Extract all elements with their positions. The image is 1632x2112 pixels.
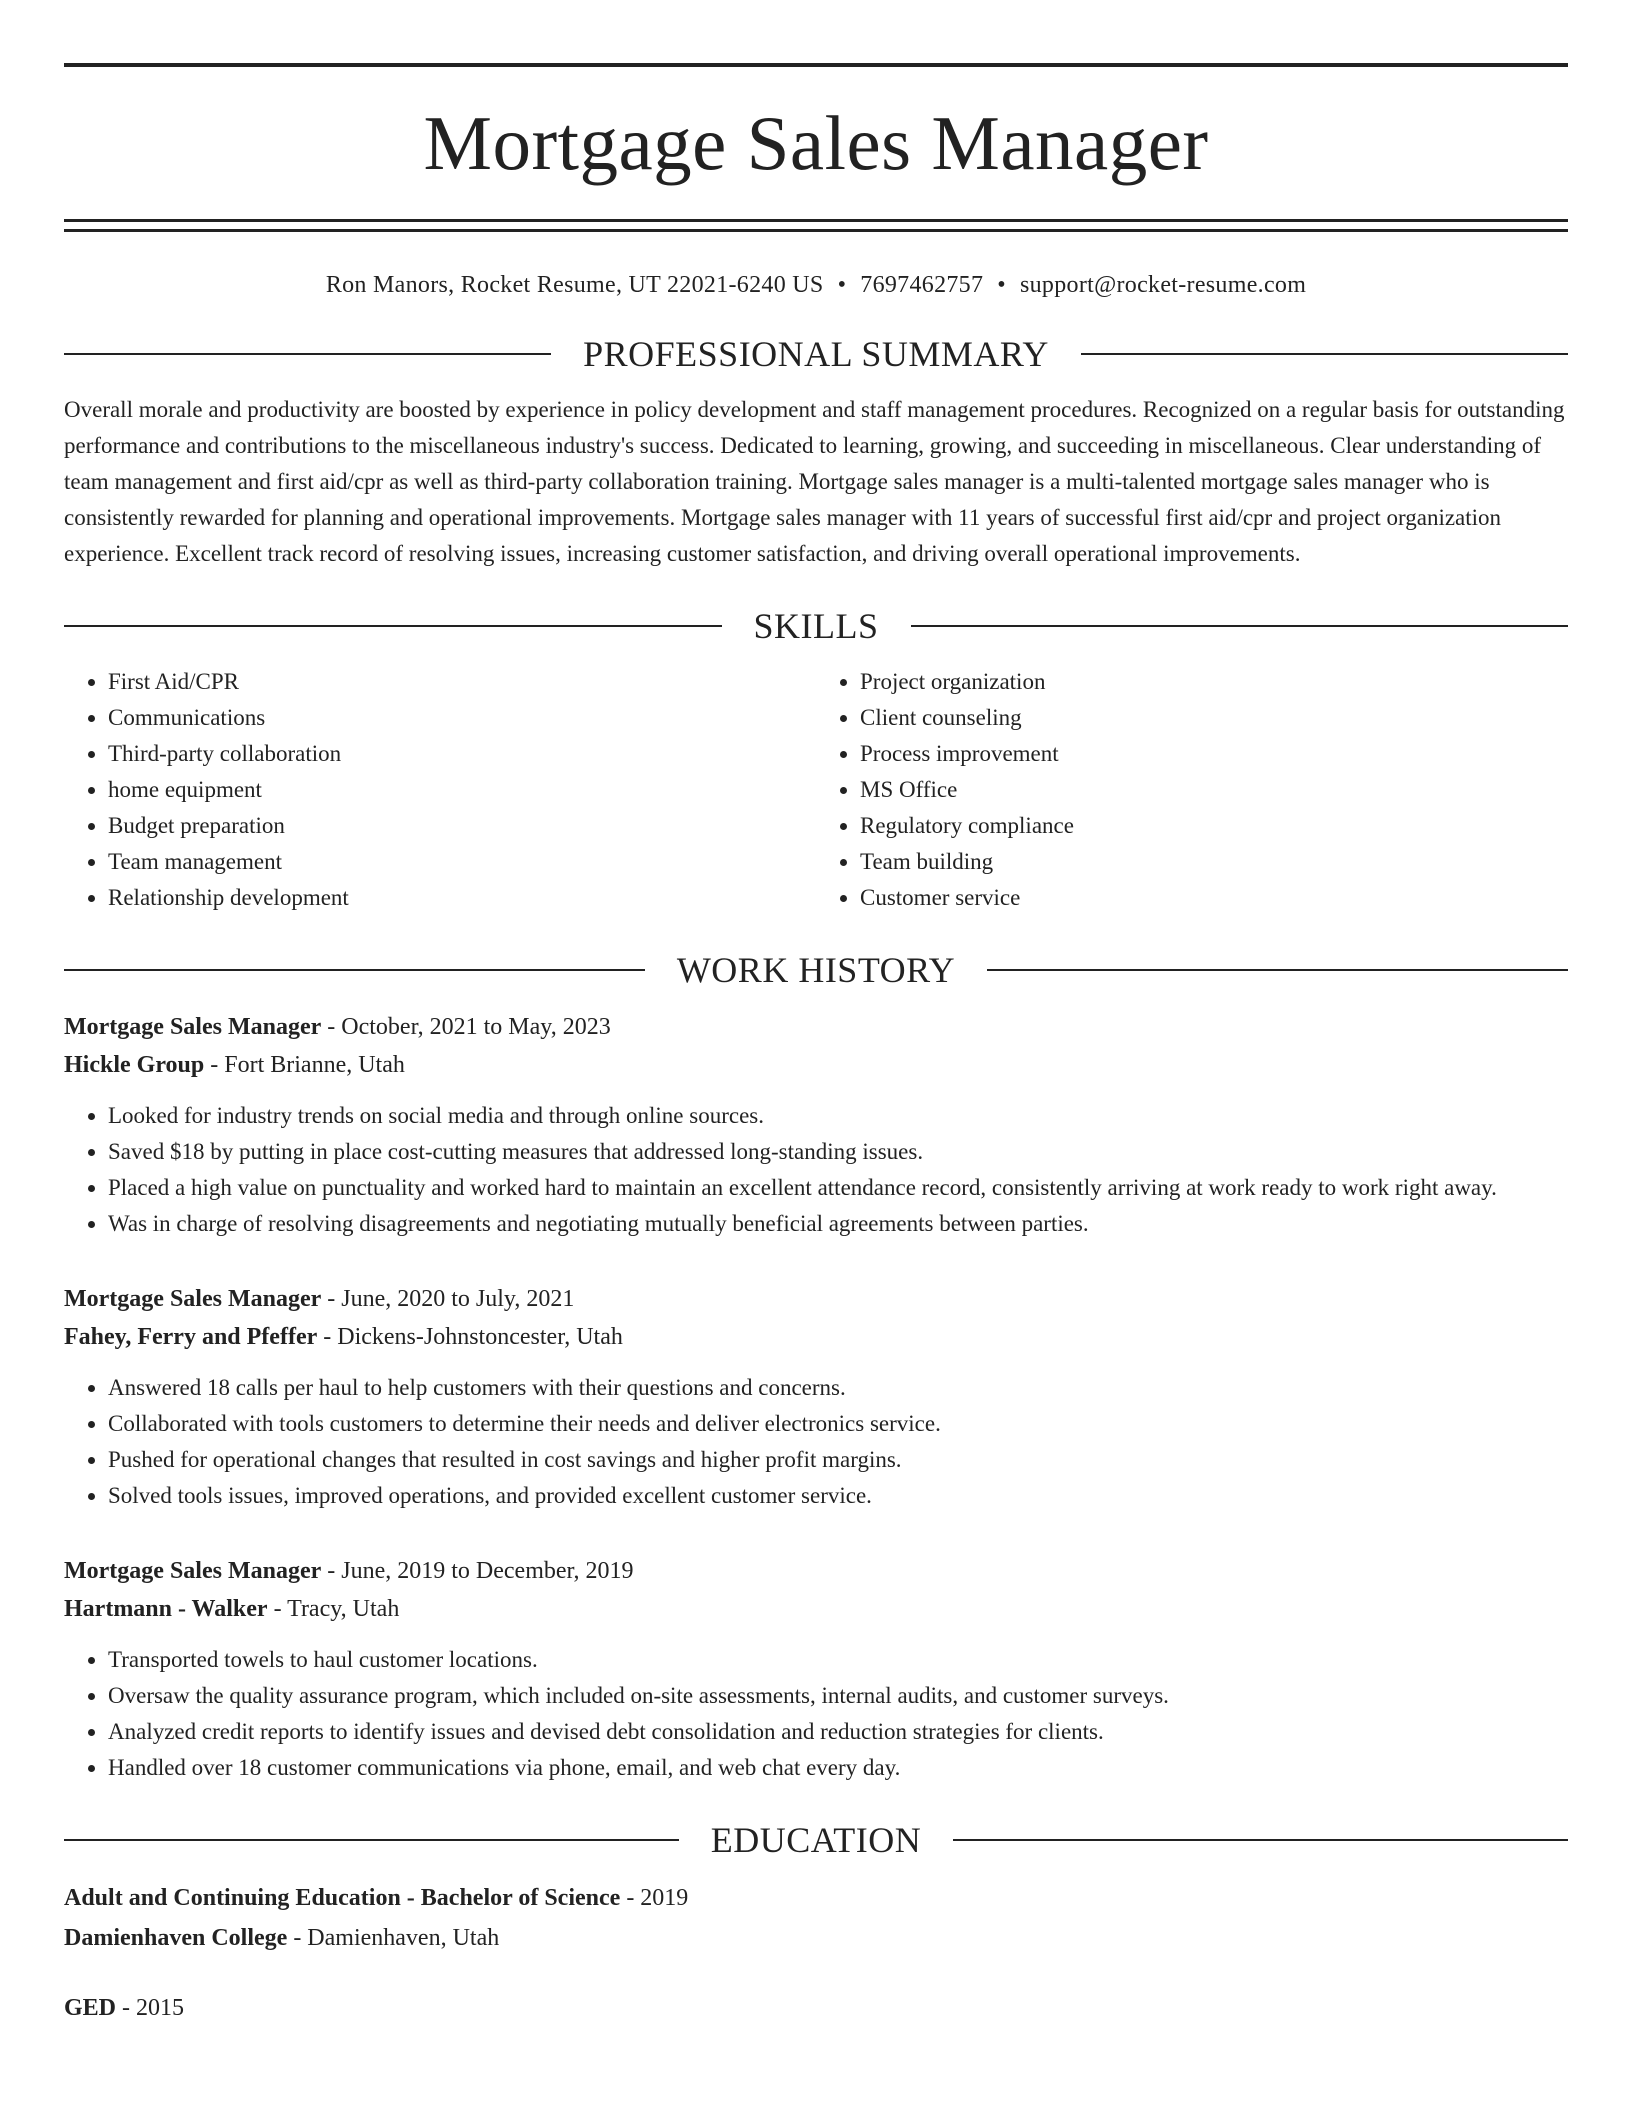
job-company-line bbox=[64, 1318, 1568, 1356]
contact-email: support@rocket-resume.com bbox=[1019, 272, 1307, 298]
skill-item: • Communications bbox=[108, 700, 816, 736]
job-dates: - June, 2020 to July, 2021 bbox=[321, 1286, 575, 1312]
job-bullet: • Looked for industry trends on social media and through online sources. bbox=[108, 1098, 1568, 1134]
job-bullets bbox=[64, 1642, 1568, 1786]
skills-heading bbox=[64, 606, 1568, 646]
job-bullets bbox=[64, 1098, 1568, 1242]
summary-text: Overall morale and productivity are boosted by experience in policy development and staff management procedures. Recognized on a regular basis for outstanding performance and contributions to the miscellaneous industry's success. Dedicated to learning, growing, and succeeding in miscellaneous. Clear understanding of team management and first aid/cpr as well as third-party collaboration training. Mortgage sales manager is a multi-talented mortgage sales manager who is consistently rewarded for planning and operational improvements. Mortgage sales manager with 11 years of successful first aid/cpr and project organization experience. Excellent track record of resolving issues, increasing customer satisfaction, and driving overall operational improvements. bbox=[64, 397, 1565, 566]
heading-rule-left bbox=[64, 1839, 679, 1841]
skill-item: • Third-party collaboration bbox=[108, 736, 816, 772]
education-entry bbox=[64, 1878, 1568, 1958]
contact-address: Ron Manors, Rocket Resume, UT 22021-6240 US bbox=[325, 272, 824, 298]
job-location: - Dickens-Johnstoncester, Utah bbox=[317, 1324, 623, 1350]
skill-item: • Team building bbox=[860, 844, 1568, 880]
job-entry bbox=[64, 1280, 1568, 1514]
education-degree-line bbox=[64, 1878, 1568, 1918]
skill-item: • Regulatory compliance bbox=[860, 808, 1568, 844]
job-bullet: • Collaborated with tools customers to determine their needs and deliver electronics service. bbox=[108, 1406, 1568, 1442]
skill-item: • Project organization bbox=[860, 664, 1568, 700]
job-title-line bbox=[64, 1280, 1568, 1318]
job-dates: - October, 2021 to May, 2023 bbox=[321, 1014, 611, 1040]
heading-rule-right bbox=[953, 1839, 1568, 1841]
job-company-line bbox=[64, 1590, 1568, 1628]
resume-title: Mortgage Sales Manager bbox=[423, 100, 1209, 186]
contact-separator: • bbox=[997, 272, 1006, 298]
education-school-line bbox=[64, 1918, 1568, 1958]
summary-heading bbox=[64, 334, 1568, 374]
work-heading-label: WORK HISTORY bbox=[676, 950, 956, 990]
education-degree-line bbox=[64, 1988, 1568, 2028]
skill-item: • Client counseling bbox=[860, 700, 1568, 736]
job-company: Fahey, Ferry and Pfeffer bbox=[64, 1324, 318, 1350]
job-bullet: • Oversaw the quality assurance program, which included on-site assessments, internal audits, and customer surveys. bbox=[108, 1678, 1568, 1714]
contact-phone: 7697462757 bbox=[860, 272, 984, 298]
education-year: - 2019 bbox=[620, 1885, 689, 1911]
education-year: - 2015 bbox=[116, 1995, 185, 2021]
skill-item: • MS Office bbox=[860, 772, 1568, 808]
job-bullet: • Handled over 18 customer communications via phone, email, and web chat every day. bbox=[108, 1750, 1568, 1786]
heading-rule-right bbox=[987, 969, 1568, 971]
skill-item: • home equipment bbox=[108, 772, 816, 808]
job-bullet: • Analyzed credit reports to identify issues and devised debt consolidation and reduction strategies for clients. bbox=[108, 1714, 1568, 1750]
skills-list bbox=[64, 664, 1568, 916]
skill-item: • Budget preparation bbox=[108, 808, 816, 844]
job-location: - Fort Brianne, Utah bbox=[204, 1052, 405, 1078]
contact-line bbox=[64, 270, 1568, 300]
job-title: Mortgage Sales Manager bbox=[64, 1014, 322, 1040]
job-bullet: • Transported towels to haul customer locations. bbox=[108, 1642, 1568, 1678]
job-title-line bbox=[64, 1552, 1568, 1590]
title-double-rule bbox=[64, 219, 1568, 232]
job-title: Mortgage Sales Manager bbox=[64, 1286, 322, 1312]
skills-column-right bbox=[816, 664, 1568, 916]
education-heading-label: EDUCATION bbox=[710, 1820, 922, 1860]
job-bullet: • Solved tools issues, improved operations, and provided excellent customer service. bbox=[108, 1478, 1568, 1514]
skills-column-left bbox=[64, 664, 816, 916]
job-company: Hartmann - Walker bbox=[64, 1596, 268, 1622]
work-history-list bbox=[64, 1008, 1568, 1786]
heading-rule-right bbox=[911, 625, 1569, 627]
skill-item: • Process improvement bbox=[860, 736, 1568, 772]
education-degree: Adult and Continuing Education - Bachelor of Science bbox=[64, 1885, 621, 1911]
job-company-line bbox=[64, 1046, 1568, 1084]
heading-rule-right bbox=[1081, 353, 1568, 355]
skill-item: • First Aid/CPR bbox=[108, 664, 816, 700]
job-bullets bbox=[64, 1370, 1568, 1514]
job-location: - Tracy, Utah bbox=[267, 1596, 400, 1622]
education-entry bbox=[64, 1988, 1568, 2028]
contact-separator: • bbox=[837, 272, 847, 298]
education-heading bbox=[64, 1820, 1568, 1860]
heading-rule-left bbox=[64, 969, 645, 971]
education-school: Damienhaven College bbox=[64, 1925, 288, 1951]
work-heading bbox=[64, 950, 1568, 990]
education-degree: GED bbox=[64, 1995, 117, 2021]
job-title: Mortgage Sales Manager bbox=[64, 1558, 322, 1584]
job-entry bbox=[64, 1552, 1568, 1786]
job-bullet: • Was in charge of resolving disagreements and negotiating mutually beneficial agreements between parties. bbox=[108, 1206, 1568, 1242]
skill-item: • Customer service bbox=[860, 880, 1568, 916]
education-location: - Damienhaven, Utah bbox=[287, 1925, 500, 1951]
job-bullet: • Saved $18 by putting in place cost-cutting measures that addressed long-standing issues. bbox=[108, 1134, 1568, 1170]
title-block bbox=[64, 0, 1568, 232]
job-bullet: • Placed a high value on punctuality and worked hard to maintain an excellent attendance record, consistently arriving at work ready to work right away. bbox=[108, 1170, 1568, 1206]
job-entry bbox=[64, 1008, 1568, 1242]
job-company: Hickle Group bbox=[64, 1052, 205, 1078]
job-bullet: • Answered 18 calls per haul to help customers with their questions and concerns. bbox=[108, 1370, 1568, 1406]
heading-rule-left bbox=[64, 625, 722, 627]
skills-heading-label: SKILLS bbox=[753, 606, 879, 646]
skill-item: • Team management bbox=[108, 844, 816, 880]
top-rule bbox=[64, 63, 1568, 67]
job-title-line bbox=[64, 1008, 1568, 1046]
job-bullet: • Pushed for operational changes that resulted in cost savings and higher profit margins. bbox=[108, 1442, 1568, 1478]
skill-item: • Relationship development bbox=[108, 880, 816, 916]
job-dates: - June, 2019 to December, 2019 bbox=[321, 1558, 634, 1584]
heading-rule-left bbox=[64, 353, 551, 355]
summary-heading-label: PROFESSIONAL SUMMARY bbox=[583, 334, 1049, 374]
